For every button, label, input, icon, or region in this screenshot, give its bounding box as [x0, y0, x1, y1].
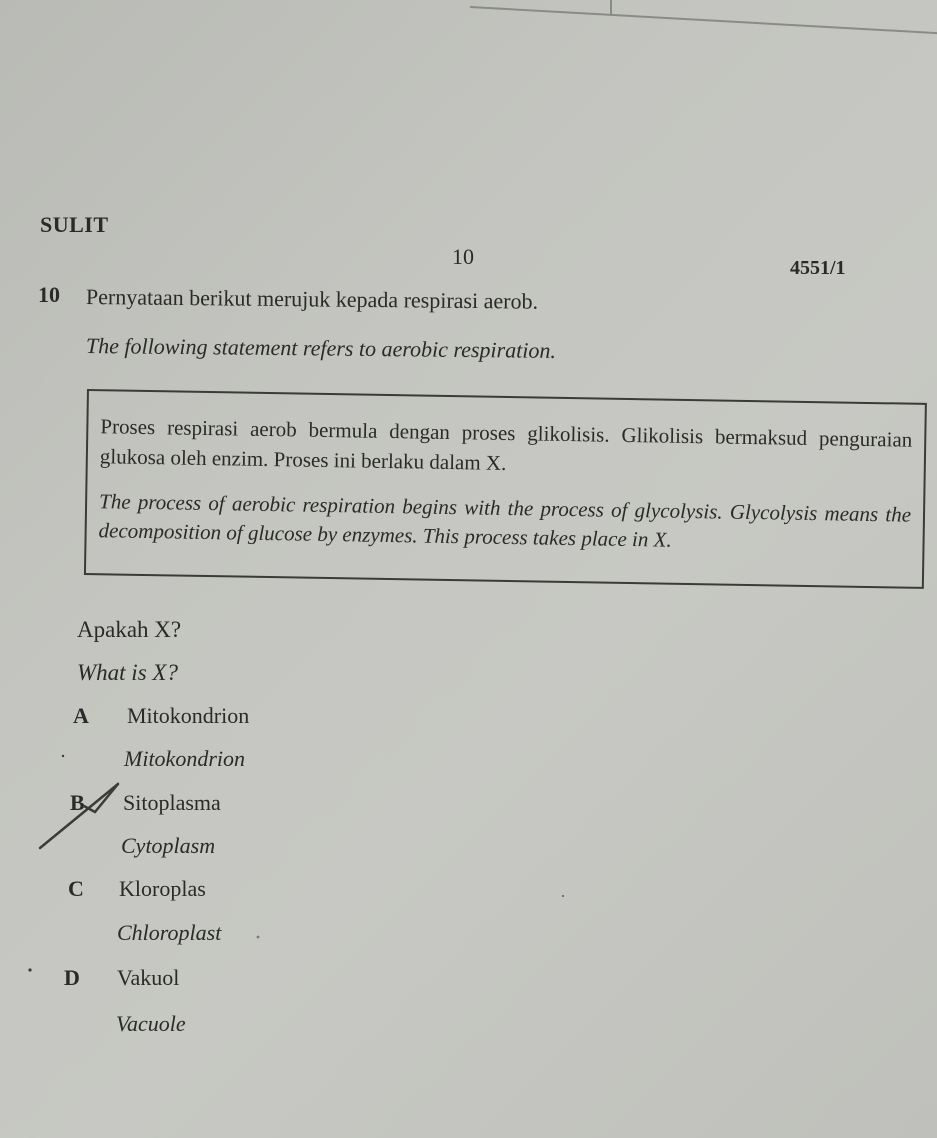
option-c-letter[interactable]: C	[68, 876, 84, 901]
option-a-letter[interactable]: A	[73, 703, 89, 728]
page-number: 10	[452, 244, 474, 269]
option-b-english[interactable]: Cytoplasm	[121, 833, 216, 858]
classification-label: SULIT	[40, 212, 109, 237]
option-d-english[interactable]: Vacuole	[116, 1011, 186, 1036]
paper-code: 4551/1	[790, 257, 846, 279]
option-a-english[interactable]: Mitokondrion	[124, 746, 245, 771]
question-prompt-malay: Pernyataan berikut merujuk kepada respirasi aerob.	[85, 284, 539, 314]
option-d-letter[interactable]: D	[64, 965, 80, 990]
question-prompt-english: The following statement refers to aerobic respiration.	[85, 333, 557, 363]
statement-malay: Proses respirasi aerob bermula dengan proses glikolisis. Glikolisis bermaksud penguraian glukosa oleh enzim. Proses ini berlaku dalam X.	[99, 414, 913, 475]
ask-english: What is X?	[77, 660, 178, 685]
statement-box	[84, 389, 927, 589]
question-number: 10	[38, 282, 60, 307]
option-c-english[interactable]: Chloroplast	[117, 920, 222, 945]
top-border-line	[470, 6, 937, 34]
option-c-malay[interactable]: Kloroplas	[119, 876, 206, 901]
ask-malay: Apakah X?	[77, 617, 182, 642]
option-b-malay[interactable]: Sitoplasma	[123, 790, 221, 815]
option-a-malay[interactable]: Mitokondrion	[127, 703, 250, 728]
statement-english: The process of aerobic respiration begins with the process of glycolysis. Glycolysis means the decomposition of glucose by enzymes. This process takes place in X.	[98, 489, 912, 552]
option-d-malay[interactable]: Vakuol	[117, 965, 180, 990]
top-tick-mark	[610, 0, 612, 16]
option-b-letter[interactable]: B	[70, 790, 85, 815]
